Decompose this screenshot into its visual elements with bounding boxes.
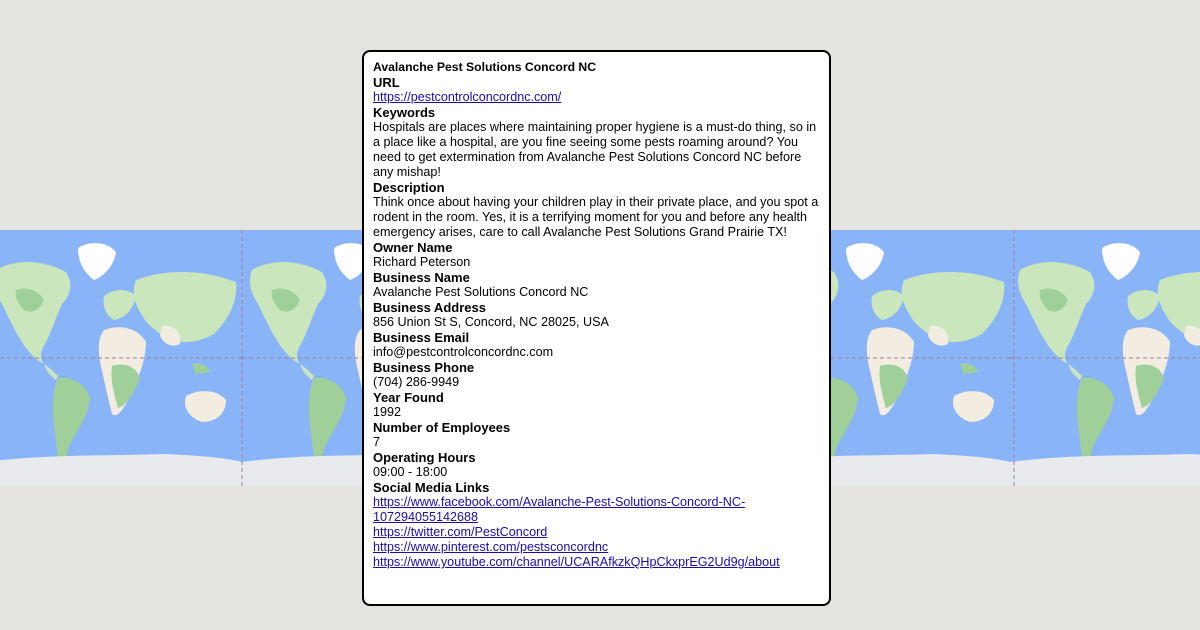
employees-label: Number of Employees — [373, 420, 511, 435]
keywords-text: Hospitals are places where maintaining proper hygiene is a must-do thing, so in a place like a hospital, are you fine seeing some pests roaming around? You need to get extermination from Avalanche Pest Solutions Concord NC before any mishap! — [373, 120, 817, 179]
employees-value: 7 — [373, 435, 381, 449]
business-name-value: Avalanche Pest Solutions Concord NC — [373, 285, 589, 299]
keywords-label: Keywords — [373, 105, 436, 120]
owner-name-value: Richard Peterson — [373, 255, 471, 269]
business-info-card — [362, 50, 831, 606]
business-address-label: Business Address — [373, 300, 486, 315]
business-name-label: Business Name — [373, 270, 470, 285]
business-phone-label: Business Phone — [373, 360, 475, 375]
owner-name-label: Owner Name — [373, 240, 453, 255]
facebook-link[interactable]: https://www.facebook.com/Avalanche-Pest-Solutions-Concord-NC-107294055142688 — [373, 495, 746, 524]
year-found-label: Year Found — [373, 390, 444, 405]
operating-hours-value: 09:00 - 18:00 — [373, 465, 448, 479]
business-email-label: Business Email — [373, 330, 470, 345]
description-label: Description — [373, 180, 445, 195]
business-phone-value: (704) 286-9949 — [373, 375, 460, 389]
description-text: Think once about having your children play in their private place, and you spot a rodent in the room. Yes, it is a terrifying moment for you and before any health emergency arises, care to call Avalanche Pest Solutions Grand Prairie TX! — [373, 195, 819, 239]
business-email-value: info@pestcontrolconcordnc.com — [373, 345, 554, 359]
website-link[interactable]: https://pestcontrolconcordnc.com/ — [373, 90, 562, 104]
social-media-label: Social Media Links — [373, 480, 490, 495]
twitter-link[interactable]: https://twitter.com/PestConcord — [373, 525, 548, 539]
pinterest-link[interactable]: https://www.pinterest.com/pestsconcordnc — [373, 540, 609, 554]
year-found-value: 1992 — [373, 405, 402, 419]
operating-hours-label: Operating Hours — [373, 450, 476, 465]
youtube-link[interactable]: https://www.youtube.com/channel/UCARAfkzkQHpCkxprEG2Ud9g/about — [373, 555, 780, 569]
url-label: URL — [373, 75, 400, 90]
business-title: Avalanche Pest Solutions Concord NC — [373, 60, 597, 74]
business-address-value: 856 Union St S, Concord, NC 28025, USA — [373, 315, 609, 329]
